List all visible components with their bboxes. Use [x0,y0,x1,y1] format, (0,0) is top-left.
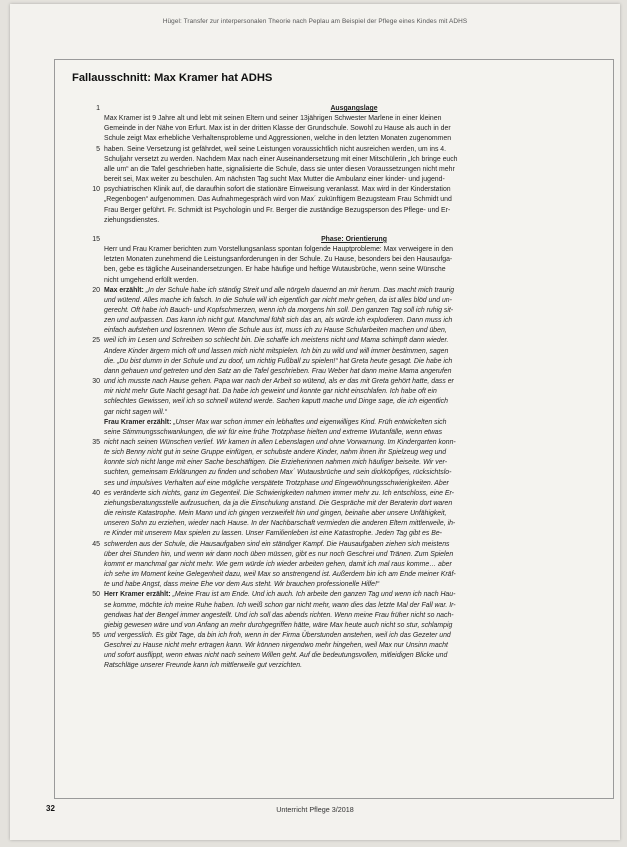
text-line: Frau Berger geführt. Fr. Schmidt ist Psychologin und Fr. Berger die zuständige Bezugsperson des Pflege- und Er- [104,206,451,214]
text-line: Frau Kramer erzählt: „Unser Max war schon immer ein lebhaftes und eigenwilliges Kind. Früh entwickelten sich [104,418,447,426]
line-number: 40 [92,489,100,497]
text-line: 10 psychiatrischen Klinik auf, die daraufhin sofort die stationäre Einweisung veranlasst. Max wird in der Kinderstation [104,185,604,195]
text-line: dann gehauen und getreten und den Satz an die Tafel geschrieben. Frau Weber hat dann meine Mama angerufen [104,367,452,375]
text-line: Max Kramer ist 9 Jahre alt und lebt mit seinen Eltern und seiner 13jährigen Schwester Marlene in einer kleinen [104,115,442,123]
line-number: 5 [96,145,100,153]
line-number: 1 [96,105,100,112]
speaker-max: Max erzählt: [104,286,144,294]
text-line: 5 haben. Seine Versetzung ist gefährdet, weil seine Leistungen voraussichtlich nicht ausreichen werden, um ins 4. [104,145,604,155]
line-number: 35 [92,439,100,446]
speaker-mother: Frau Kramer erzählt: [104,418,172,426]
text-line: konnte sich nicht lange mit einer Sache beschäftigen. Die Erzieherinnen nahmen mich häufiger beiseite. Wir ver- [104,459,447,467]
text-line: 55 und vergesslich. Es gibt Tage, da bin ich froh, wenn in der Firma Überstunden anstehen, weil ich das Gezeter und [104,631,604,641]
text-line: ziehungsdienstes. [104,216,160,224]
text-line: 35 nicht nach seinen Wünschen verlief. Wir kamen in allen Lebenslagen und ohne Vorwarnung. Im Kindergarten konn- [104,438,604,448]
speaker-father: Herr Kramer erzählt: [104,591,171,599]
text-line: te und habe Angst, dass meine Ehe vor dem Aus steht. Wir brauchen professionelle Hilfe!“ [104,581,380,589]
text-line: schlechtes Gewissen, weil ich so schnell wütend werde. Sachen kaputt mache und Dinge sage, die ich eigentlich [104,398,448,406]
text-line: die. „Du bist dumm in der Schule und zu doof, um richtig Fußball zu spielen!“ hat Greta heute gesagt. Die habe ich [104,357,453,365]
text-line: giebig gewesen wäre und von Anfang an mehr durchgegriffen hätte, wäre Max heute auch nicht so stur, schlampig [104,621,453,629]
journal-footer: Unterricht Pflege 3/2018 [276,805,354,814]
text-line: die reinste Katastrophe. Mein Mann und ich gingen verzweifelt hin und gingen, beinahe aber unsere Unfähigkeit, [104,510,447,518]
text-line: zen und aufpassen. Das kann ich nicht gut. Manchmal fühlt sich das an, als würde ich explodieren. Dann muss ich [104,317,453,325]
text-line: 20 Max erzählt: „In der Schule habe ich ständig Streit und alle nörgeln dauernd an mir herum. Das macht mich traurig [104,286,604,296]
text-line: te sich Benny nicht gut in seine Gruppe einfügen, er schubste andere Kinder, nahm ihnen ihr Spielzeug weg und [104,449,447,457]
text-line: und wütend. Alles mache ich falsch. In die Schule will ich eigentlich gar nicht mehr gehen, da ist alles blöd und un- [104,296,452,304]
text-line: ben, gebe es tägliche Auseinandersetzungen. Er habe häufige und heftige Wutausbrüche, wenn seine Wünsche [104,266,446,274]
document-page [10,4,620,840]
line-number: 55 [92,631,100,639]
text-line: einfach aufstehen und losrennen. Wenn die Schule aus ist, muss ich zu Hause Schularbeiten machen und üben, [104,327,447,335]
line-number: 20 [92,286,100,294]
text-line: Schule zeigt Max erhebliche Verhaltensprobleme und Aggressionen, welche in den letzten Monaten zugenommen [104,135,452,143]
page-number: 32 [46,804,55,813]
text-line: ses und impulsives Verhalten auf eine mögliche verspätete Trotzphase und Eingewöhnungsschwierigkeiten. Aber [104,479,449,487]
text-line: gerecht. Oft habe ich Bauch- und Kopfschmerzen, wenn ich da morgens hin soll. Den ganzen Tag soll ich ruhig sit- [104,306,454,314]
text-line: und sofort ausflippt, wenn etwas nicht nach seinem Willen geht. Auf die bedeutungsvollen, mitleidigen Blicke und [104,652,448,660]
text-line: „Regenbogen“ aufgenommen. Das Aufnahmegespräch wird von Max´ zukünftigem Bezugsteam Frau Schmidt und [104,196,452,204]
line-number: 30 [92,378,100,386]
text-line: Schuljahr versetzt zu werden. Nachdem Max nach einer Auseinandersetzung mit einer Mitschülerin „Ich bringe euch [104,155,458,163]
line-number: 10 [92,186,100,194]
text-line: 40 es veränderte sich nichts, ganz im Gegenteil. Die Schwierigkeiten nahmen immer mehr zu. Ich entschloss, eine Er- [104,489,604,499]
line-number: 25 [92,337,100,345]
text-line: kommt er manchmal gar nicht mehr. Wie gern würde ich wieder arbeiten gehen, damit ich mal raus komme… aber [104,560,452,568]
section-heading-orientierung: 15 Phase: Orientierung [104,235,604,245]
text-line: 45 schwerden aus der Schule, die Hausaufgaben sind ein ständiger Kampf. Die Hausaufgaben ziehen sich meistens [104,540,604,550]
text-line: Gemeinde in der Nähe von Erfurt. Max ist in der dritten Klasse der Grundschule. Sowohl zu Hause als auch in der [104,125,451,133]
text-line: re Kinder mit unserem Max spielen zu lassen. Unser Familienleben ist eine Katastrophe. Jeden Tag gibt es Be- [104,530,442,538]
text-line: Geschrei zu Hause nicht mehr ertragen kann. Wir können nirgendwo mehr hingehen, weil Max nur Unsinn macht [104,642,448,650]
text-line: ich sehe im Moment keine Gelegenheit dazu, weil Max so anstrengend ist. Außerdem bin ich am Ende meiner Kräf- [104,571,456,579]
case-text [92,104,604,672]
text-line: alle um“ an die Tafel geschrieben hatte, signalisierte die Schule, dass sie unter diesen Voraussetzungen nicht mehr [104,165,455,173]
text-line: über drei Stunden hin, und wenn wir dann noch üben müssen, gibt es nur noch Geschrei und Tränen. Zum Spielen [104,550,454,558]
text-line: gar nicht sagen will.“ [104,408,167,416]
text-line: bereit sei, Max weiter zu beschulen. Am nächsten Tag sucht Max Mutter die Ambulanz einer kinder- und jugend- [104,176,445,184]
text-line: 50 Herr Kramer erzählt: „Meine Frau ist am Ende. Und ich auch. Ich arbeite den ganzen Tag und wenn ich nach Hau- [104,590,604,600]
text-line: Ratschläge unserer Freunde kann ich mittlerweile gut verzichten. [104,662,303,670]
text-line: se komme, möchte ich meine Ruhe haben. Ich weiß schon gar nicht mehr, wann dies das letzte Mal der Fall war. Ir- [104,601,456,609]
running-header: Hügel: Transfer zur interpersonalen Theorie nach Peplau am Beispiel der Pflege eines Kindes mit ADHS [162,18,468,25]
text-line: unseren Sohn zu erziehen, wieder nach Hause. In der Nachbarschaft vermieden die anderen Eltern mittlerweile, ih- [104,520,456,528]
text-line: nicht umgehend erfüllt werden. [104,276,199,284]
text-line: suchten, gemeinsam Erklärungen zu finden und schoben Max´ Wutausbrüche und sein dickköpfiges, rücksichtslo- [104,469,452,477]
text-line: seine Stimmungsschwankungen, die wir für eine frühe Trotzphase hielten und extreme Wutanfälle, wenn etwas [104,428,443,436]
text-line: gendwas hat der Bengel immer angestellt. Und ich soll das abends richten. Wenn meine Frau früher nicht so nach- [104,611,454,619]
text-line: mir nicht mehr Gute Nacht gesagt hat. Da habe ich geweint und konnte gar nicht einschlafen. Ich habe oft ein [104,388,437,396]
line-number: 45 [92,540,100,548]
text-line: Andere Kinder ärgern mich oft und lassen mich nicht mitspielen. Ich bin zu wild und will immer bestimmen, sagen [104,347,449,355]
case-title: Fallausschnitt: Max Kramer hat ADHS [72,72,273,84]
section-heading-ausgangslage: 1 Ausgangslage [104,104,604,114]
text-line: ziehungsberatungsstelle aufzusuchen, da ja die Einschulung anstand. Die Gespräche mit der Beraterin dort waren [104,499,453,507]
line-number: 50 [92,591,100,599]
text-line: letzten Monaten zunehmend die Leistungsanforderungen in der Schule. Zu Hause, besonders bei den Hausaufga- [104,256,453,264]
line-number: 15 [92,235,100,243]
text-line: Herr und Frau Kramer berichten zum Vorstellungsanlass spontan folgende Hauptprobleme: Max verweigere in den [104,246,453,254]
text-line: 30 und ich musste nach Hause gehen. Papa war nach der Arbeit so wütend, als er das mit Greta gehört hatte, dass er [104,377,604,387]
text-line: 25 weil ich im Lesen und Schreiben so schlecht bin. Die schaffe ich meistens nicht und Mama schimpft dann wieder. [104,336,604,346]
